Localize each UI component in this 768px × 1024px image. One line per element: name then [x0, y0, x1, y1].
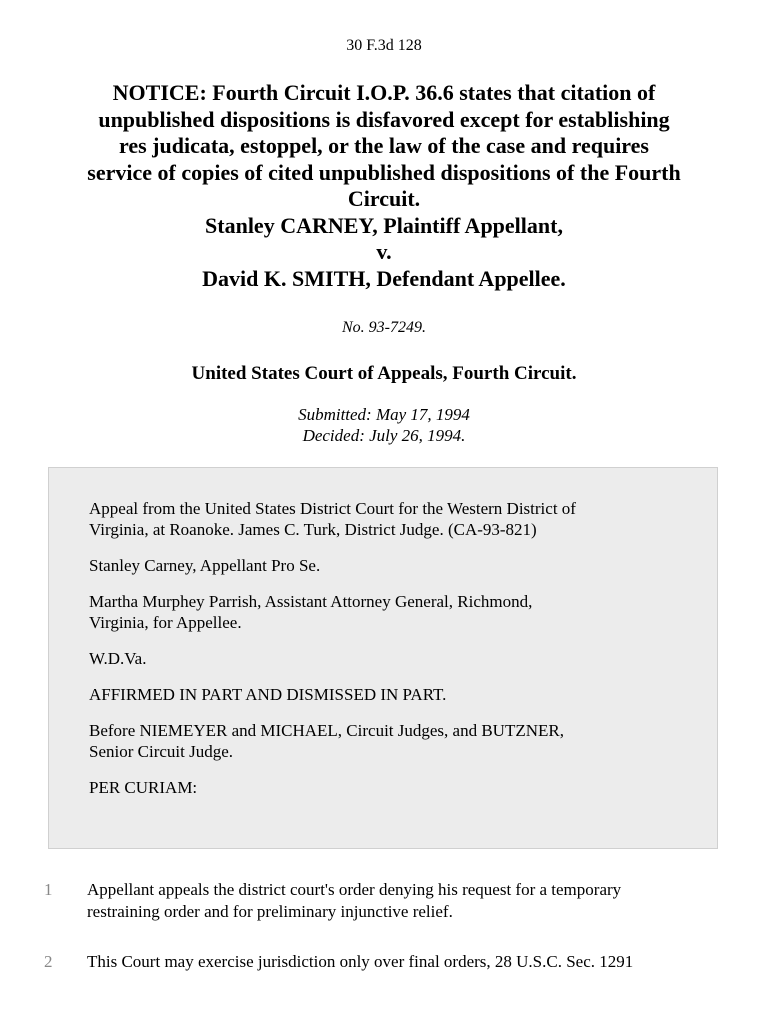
- court-name: United States Court of Appeals, Fourth Circuit.: [191, 363, 577, 384]
- notice-line: res judicata, estoppel, or the law of the case and requires: [118, 133, 649, 158]
- paragraph-line: This Court may exercise jurisdiction only over final orders, 28 U.S.C. Sec. 1291: [87, 952, 634, 971]
- paragraph-line: Appellant appeals the district court's order denying his request for a temporary: [87, 880, 622, 899]
- district: W.D.Va.: [89, 649, 147, 668]
- appeal-from-line: Appeal from the United States District Court for the Western District of: [89, 499, 576, 518]
- disposition: AFFIRMED IN PART AND DISMISSED IN PART.: [89, 685, 447, 704]
- case-heading: [40, 80, 728, 292]
- appellee-counsel-line: Martha Murphey Parrish, Assistant Attorney General, Richmond,: [89, 592, 533, 611]
- appeal-from-line: Virginia, at Roanoke. James C. Turk, District Judge. (CA-93-821): [89, 520, 537, 539]
- panel-line: Senior Circuit Judge.: [89, 742, 234, 761]
- appellant-counsel: Stanley Carney, Appellant Pro Se.: [89, 556, 321, 575]
- paragraph-text: [87, 879, 717, 923]
- notice-line: NOTICE: Fourth Circuit I.O.P. 36.6 states that citation of: [112, 80, 656, 105]
- per-curiam: PER CURIAM:: [89, 778, 198, 797]
- decided-date: Decided: July 26, 1994.: [302, 426, 466, 445]
- syllabus-box: [48, 467, 718, 849]
- versus: v.: [376, 239, 392, 264]
- case-citation: 30 F.3d 128: [346, 37, 422, 54]
- notice-line: unpublished dispositions is disfavored except for establishing: [98, 106, 670, 132]
- appeal-from: [89, 498, 677, 540]
- paragraph-number: 2: [44, 952, 53, 971]
- case-dates: [0, 404, 768, 446]
- submitted-date: Submitted: May 17, 1994: [298, 405, 470, 424]
- notice-line: Circuit.: [347, 186, 421, 211]
- appellee-counsel: [89, 591, 677, 633]
- panel: [89, 720, 677, 762]
- docket-number: No. 93-7249.: [342, 319, 426, 336]
- paragraph-line: restraining order and for preliminary injunctive relief.: [87, 902, 453, 921]
- paragraph-number: 1: [44, 880, 53, 899]
- appellant-party: Stanley CARNEY, Plaintiff Appellant,: [205, 212, 563, 238]
- paragraph-text: [87, 951, 717, 973]
- appellee-counsel-line: Virginia, for Appellee.: [89, 613, 242, 632]
- appellee-party: David K. SMITH, Defendant Appellee.: [202, 265, 566, 291]
- panel-line: Before NIEMEYER and MICHAEL, Circuit Judges, and BUTZNER,: [89, 721, 564, 740]
- notice-line: service of copies of cited unpublished dispositions of the Fourth: [87, 159, 681, 185]
